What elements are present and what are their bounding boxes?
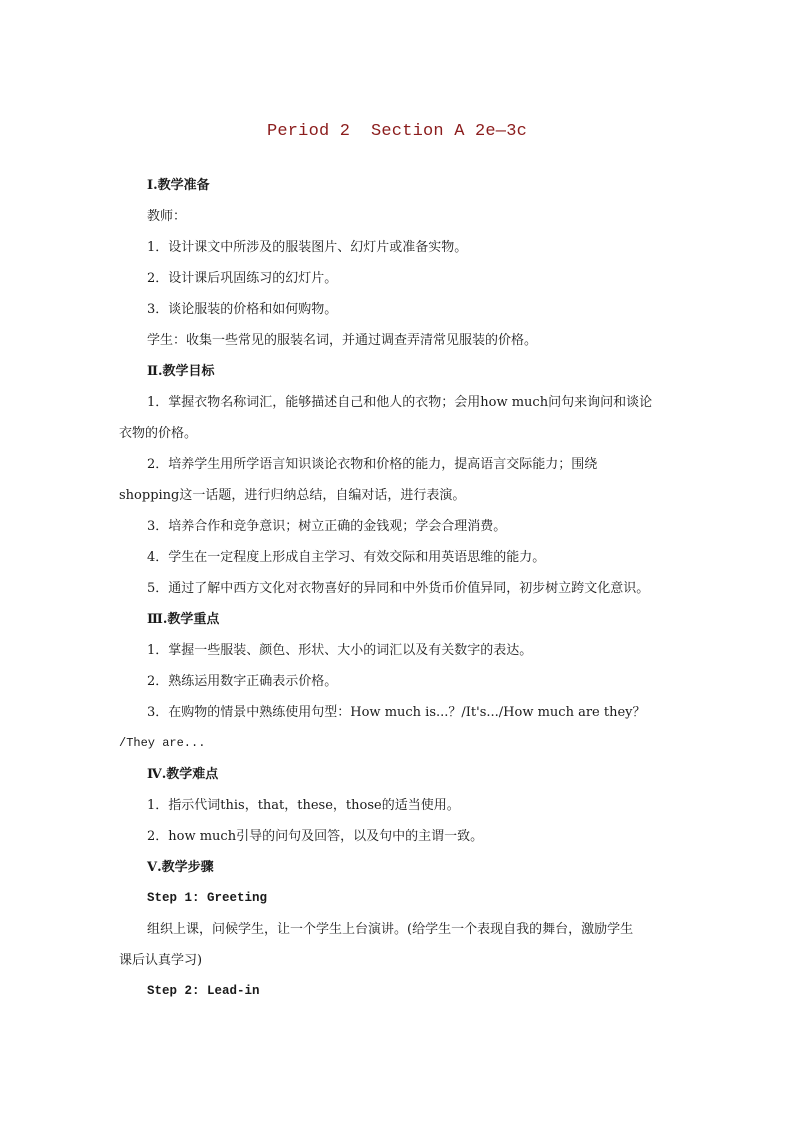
- key-point-1: 1．掌握一些服装、颜色、形状、大小的词汇以及有关数字的表达。: [147, 643, 533, 658]
- objective-2-line-2: shopping这一话题，进行归纳总结，自编对话，进行表演。: [119, 488, 466, 503]
- section-heading-key-points: Ⅲ.教学重点: [147, 612, 220, 627]
- document-body: [119, 170, 679, 1007]
- key-point-3-line-1: 3．在购物的情景中熟练使用句型：How much is...？/It's.../How much are they？: [147, 705, 646, 720]
- key-point-3-line-2: /They are...: [119, 736, 206, 750]
- student-item: 学生：收集一些常见的服装名词，并通过调查弄清常见服装的价格。: [147, 333, 538, 348]
- teacher-item-3: 3．谈论服装的价格和如何购物。: [147, 302, 338, 317]
- objective-5: 5．通过了解中西方文化对衣物喜好的异同和中外货币价值异同，初步树立跨文化意识。: [147, 581, 650, 596]
- step-2-heading: Step 2: Lead-in: [147, 984, 260, 998]
- objective-1-line-2: 衣物的价格。: [119, 426, 198, 441]
- objective-4: 4．学生在一定程度上形成自主学习、有效交际和用英语思维的能力。: [147, 550, 546, 565]
- objective-1-line-1: 1．掌握衣物名称词汇，能够描述自己和他人的衣物；会用how much问句来询问和谈论: [147, 395, 653, 410]
- objective-3: 3．培养合作和竞争意识；树立正确的金钱观；学会合理消费。: [147, 519, 507, 534]
- step-1-text-line-2: 课后认真学习): [119, 953, 203, 968]
- teacher-item-1: 1．设计课文中所涉及的服装图片、幻灯片或准备实物。: [147, 240, 468, 255]
- objective-2-line-1: 2．培养学生用所学语言知识谈论衣物和价格的能力，提高语言交际能力；围绕: [147, 457, 598, 472]
- section-heading-difficulties: Ⅳ.教学难点: [147, 767, 219, 782]
- step-1-text-line-1: 组织上课，问候学生，让一个学生上台演讲。(给学生一个表现自我的舞台，激励学生: [147, 922, 634, 937]
- section-heading-objectives: Ⅱ.教学目标: [147, 364, 215, 379]
- teacher-label: 教师：: [147, 209, 187, 224]
- teacher-item-2: 2．设计课后巩固练习的幻灯片。: [147, 271, 338, 286]
- difficulty-1: 1．指示代词this，that，these，those的适当使用。: [147, 798, 460, 813]
- section-heading-steps: Ⅴ.教学步骤: [147, 860, 214, 875]
- section-heading-preparation: Ⅰ.教学准备: [147, 178, 210, 193]
- key-point-2: 2．熟练运用数字正确表示价格。: [147, 674, 338, 689]
- document-title: Period 2 Section A 2e—3c: [266, 122, 528, 141]
- step-1-heading: Step 1: Greeting: [147, 891, 268, 905]
- difficulty-2: 2．how much引导的问句及回答，以及句中的主谓一致。: [147, 829, 484, 844]
